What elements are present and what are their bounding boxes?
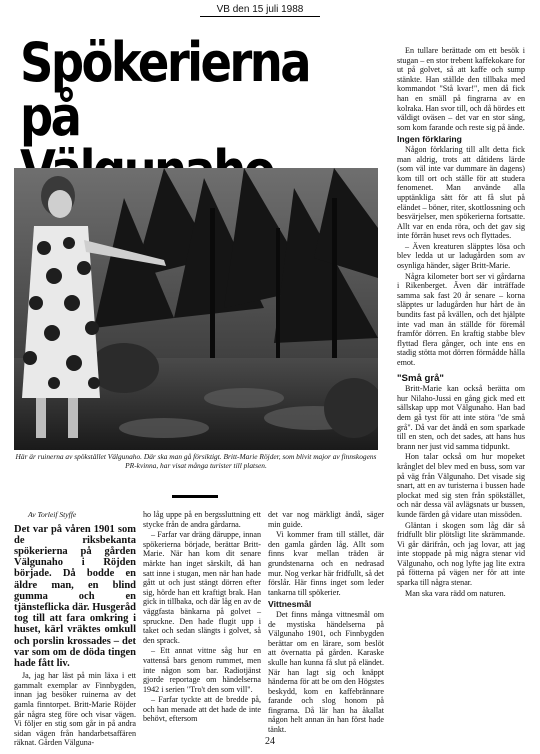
body-paragraph: Hon talar också om hur mopeket krånglet del blev med en buss, som var på väg från Välgunaho. Det visade sig snart, att en av turisterna i bussen hade plockat med sig sten från spökstället, och när dessa väl avlägsnats ur bussen, kunde färden gå vidare utan missöden. (397, 452, 525, 519)
column-2 (143, 510, 261, 725)
body-paragraph: det var nog märkligt ändå, säger min guide. (268, 510, 384, 529)
body-paragraph: – Farfar var dräng däruppe, innan spökerierna började, berättar Britt-Marie. När han kom dit senare märkte han inget särskilt, då han satt inne i stugan, men när han hade gått ut och just stängt dörren efter sig, hörde han ett kraftigt brak. Han gick in tillbaka, och där låg en av de väggfasta bänkarna på golvet – spruckne. Den hade flugit upp i taket och sedan slängts i golvet, så den sprack. (143, 530, 261, 645)
subheading-ingen-forklaring: Ingen förklaring (397, 134, 462, 145)
body-paragraph: Det finns många vittnesmål om de mystiska händelserna på Välgunaho 1901, och Finnbygden berättar om en lärare, som beslöt att övernatta på gården. Karaske skulle han kunna få slut på eländet. När han lagt sig och knäppt händerna för att be om den Högstes beskydd, kom en kaffebrännare farande och slog honom på fingrarna. Då lär han ha åkallat någon helt annan än han först hade tänkt. (268, 609, 384, 735)
body-paragraph: – Även kreaturen släpptes lösa och blev ledda ut ur ladugården som av osynliga händer, säger Britt-Marie. (397, 241, 525, 271)
title-line-2: på (20, 85, 80, 148)
page-header-date: VB den 15 juli 1988 (200, 4, 320, 17)
subheading-sma-gra: "Små grå" (397, 372, 444, 384)
body-paragraph: En tullare berättade om ett besök i stugan – en stor trebent kaffekokare for ut på golvet, så att kaffe och sump stänkte. Han ställde den tillbaka med kommandot "Stå kvar!", men då fick han en smäll på fingrarna av en kolraka. Han svor till, och då hördes ett väldigt oväsen – det var en stor säng, som kom farande och reste sig på ände. (397, 46, 525, 132)
column-1 (14, 510, 136, 749)
body-paragraph: Britt-Marie kan också berätta om hur Nilaho-Jussi en gång gick med ett sällskap upp mot Välgunaho. Han bad dem gå tyst för att inte störa "de små grå". Då var det ändå en som sparkade till en sten, och det sades, att hans hus brann ner just vid samma tidpunkt. (397, 384, 525, 451)
body-paragraph: Gläntan i skogen som låg där så fridfullt blir plötsligt lite skrämmande. Vi går därifrån, och jag lovar, att jag inte stoppade på mig några stenar vid Välgunaho, och nog lyfte jag lite extra på fötterna på vägen ner för att inte sparka till några stenar. (397, 520, 525, 588)
column-3 (268, 510, 384, 736)
byline: Av Torleif Styffe (28, 510, 77, 519)
body-paragraph: Några kilometer bort ser vi gårdarna i Rikenberget. Även där inträffade samma sak fast 20 år senare – korna släpptes ur ladugården hur hårt de än bundits fast på kvällen, och det hjälpte inte vad man än ställde för föremål framför dörren. En kraftig stabbe blev flyttad flera gånger, och inte ens en stadig stötta mot dörren förmådde hålla emot. (397, 271, 525, 367)
body-paragraph: ho låg uppe på en bergssluttning ett stycke från de andra gårdarna. (143, 510, 261, 529)
body-paragraph: – Ett annat vittne såg hur en vattenså bars genom rummet, men inte någon som bar. Radiotjänst gjorde reportage om händelserna 1942 i serien "Tro't den som vill". (143, 646, 261, 694)
title-line-1: Spökerierna (20, 31, 309, 94)
body-paragraph: Man ska vara rädd om naturen. (405, 588, 506, 598)
section-divider (172, 495, 218, 498)
body-paragraph: Någon förklaring till allt detta fick man aldrig, trots att dåtidens lärde (som väl inte var dummare än dagens) kom till ort och ställe för att studera fenomenet. Man använde alla upptänkliga sätt för att få slut på eländet – böner, riter, skottlossning och besvärjelser, men spökerierna fortsatte. Allt var en enda röra, och det gav sig inte förrän huset revs och flyttades. (397, 144, 525, 241)
column-4 (397, 46, 525, 599)
body-paragraph: – Farfar tyckte att de bredde på, och han menade att det hade de inte behövt, eftersom (143, 695, 261, 724)
body-paragraph: Vi kommer fram till stället, där den gamla gården låg. Allt som finns kvar mellan träden är grundstenarna och en nedrasad mur. Nog verkar här fridfullt, så det förslår. Här finns inget som leder tankarna till spökerier. (268, 530, 384, 597)
article-photo (14, 168, 378, 450)
lead-paragraph: Det var på våren 1901 som de riksbekanta spökerierna på gården Välgunaho i Röjden började. Då bodde en äldre man, en blind gumma och en tjänsteflicka där. Husgeråd tog till att fara omkring i huset, kärl vräktes omkull och porslin krossades – det var som om de döda tingen hade fått liv. (14, 523, 136, 670)
photo-caption: Här är ruinerna av spökstället Välgunaho. Där ska man gå försiktigt. Britt-Marie Röjder, som blivit major av finnskogens PR-kvinna, har visat många turister till platsen. (15, 452, 377, 470)
body-paragraph: Ja, jag har läst på min läxa i ett gammalt exemplar av Finnbygden, innan jag besöker ruinerna av det gamla finntorpet. Britt-Marie Röjder går några steg före och visar vägen. Vi följer en stig som går in på andra sidan vägen från handarbetsaffären räknat. Gården Välguna- (14, 671, 136, 748)
woman-pointing-in-forest-photo (14, 168, 378, 450)
subheading-vittnesmal: Vittnesmål (268, 599, 312, 610)
page-number: 24 (265, 736, 275, 747)
